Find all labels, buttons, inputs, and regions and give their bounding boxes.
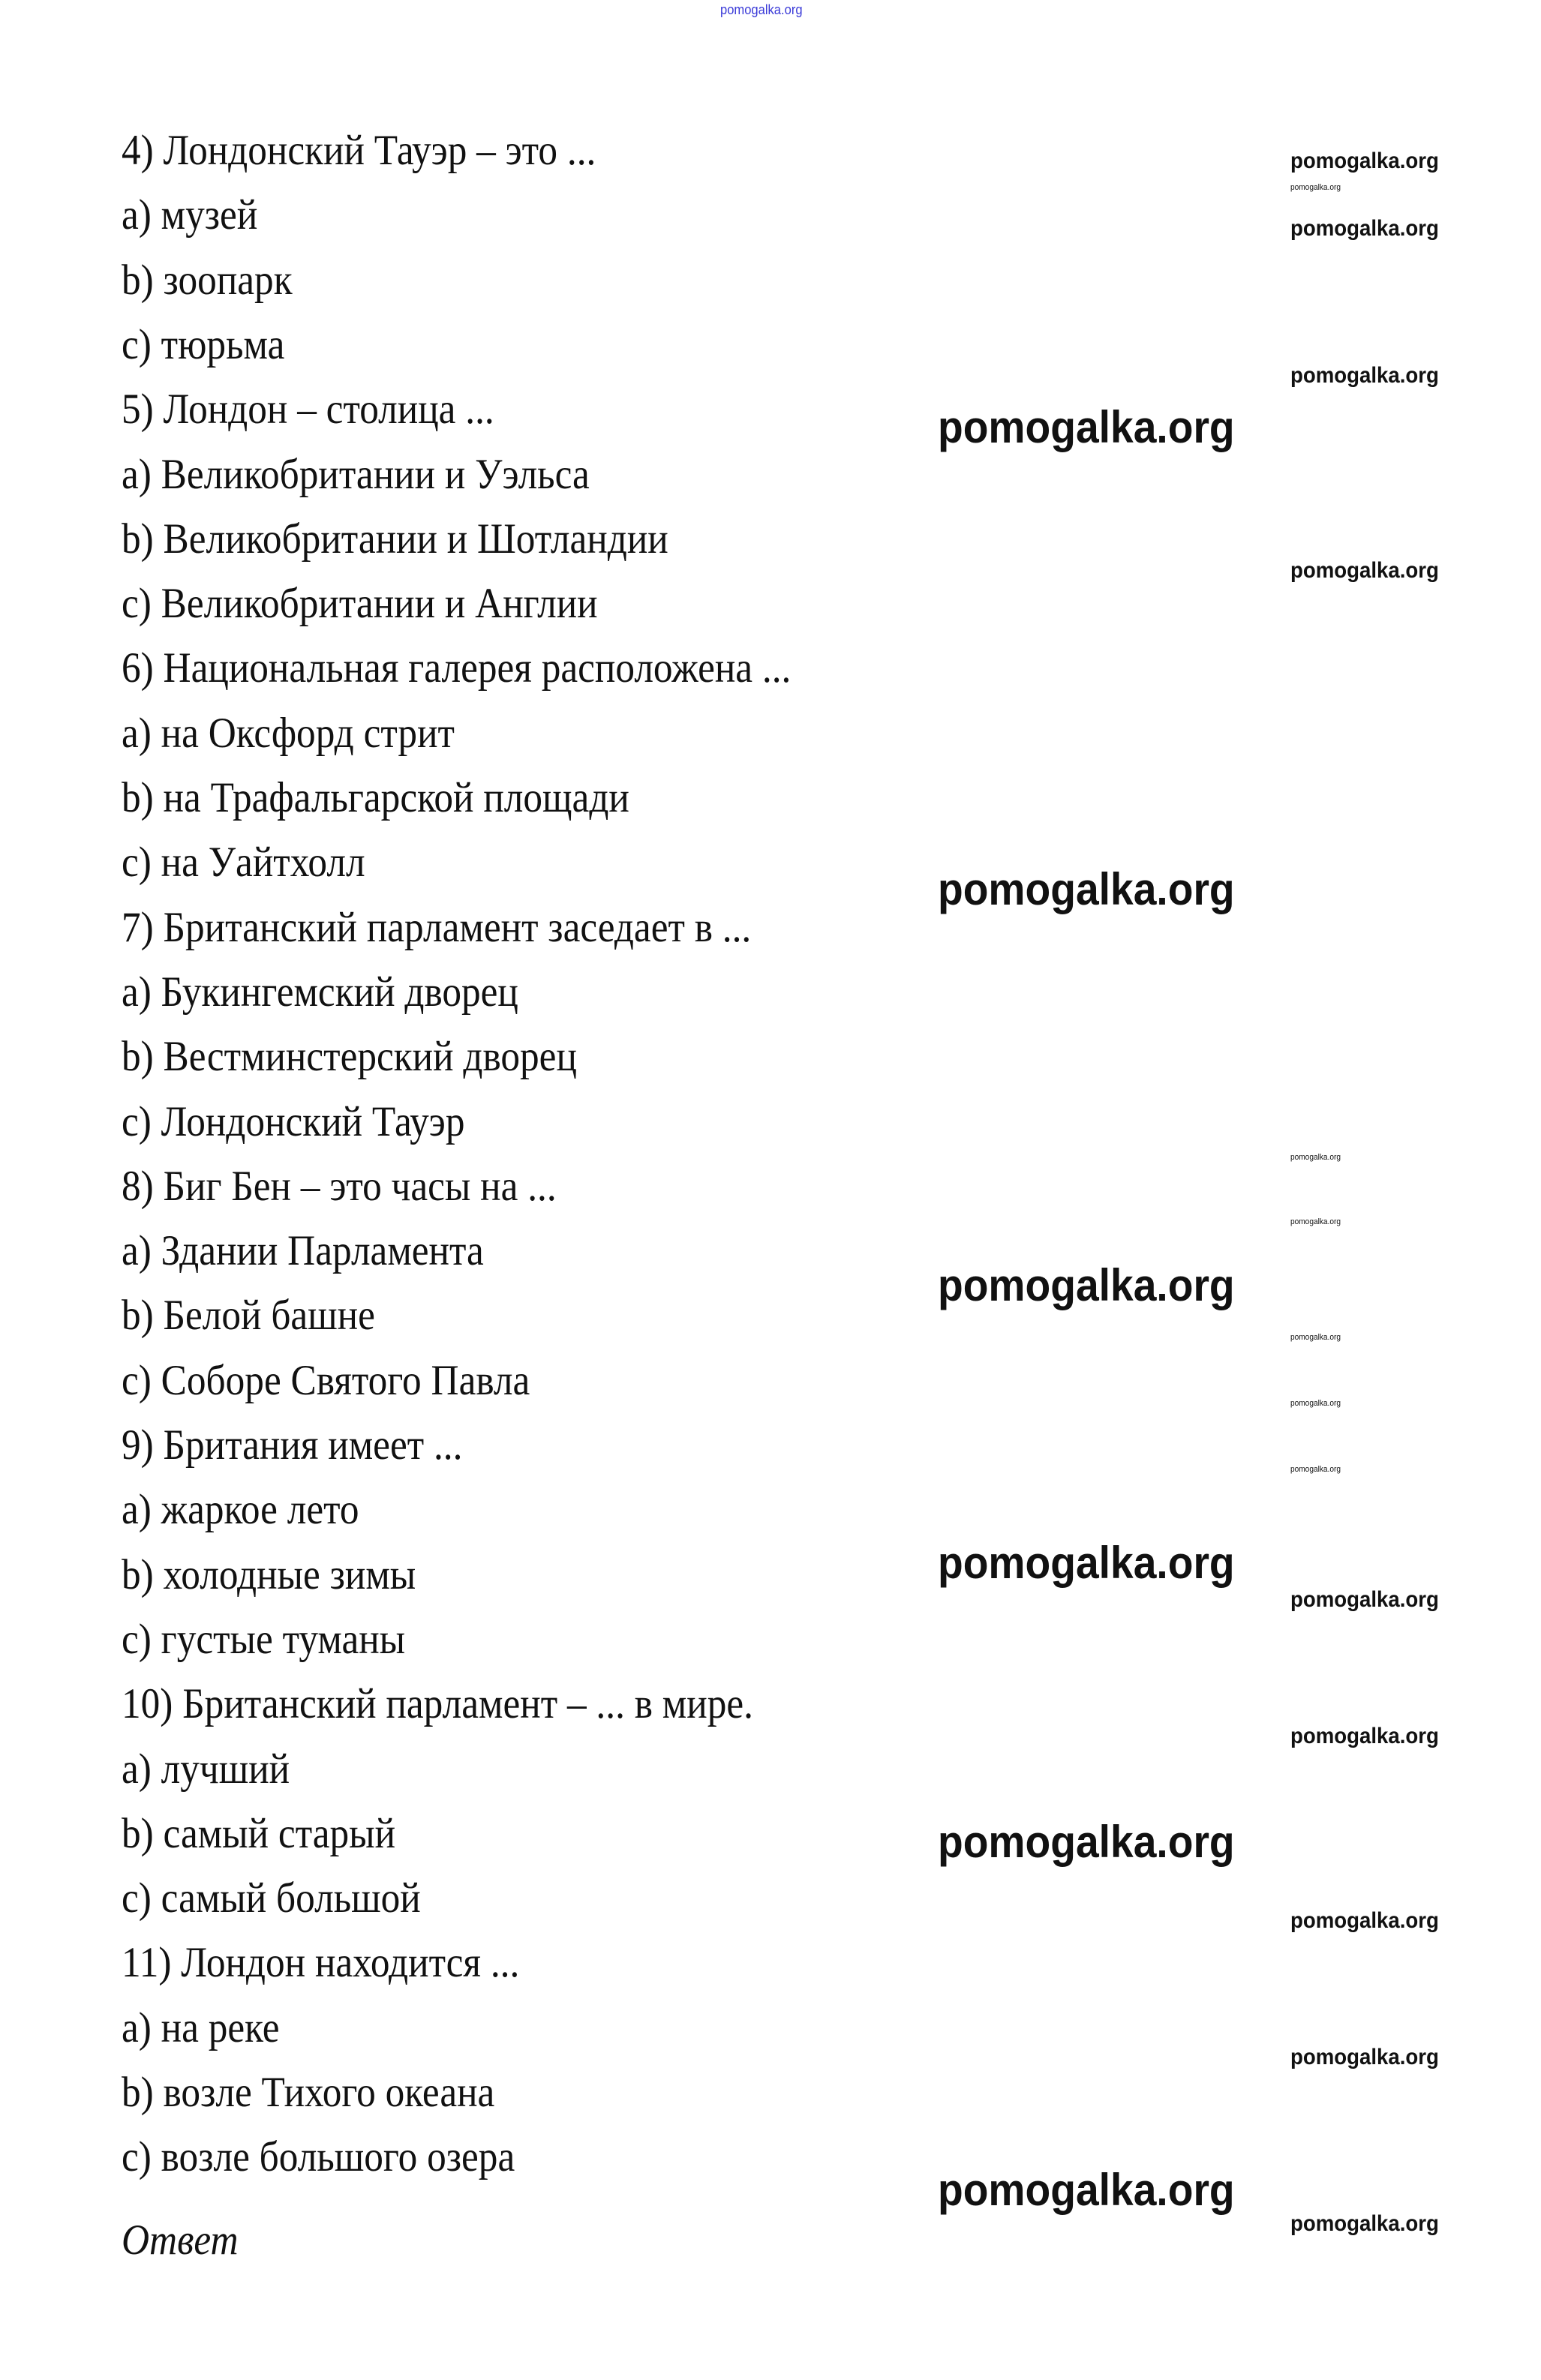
watermark-text: pomogalka.org (1290, 1153, 1341, 1162)
answer-option: b) самый старый (122, 1809, 396, 1857)
answer-option: c) на Уайтхолл (122, 839, 365, 887)
question-text: 8) Биг Бен – это часы на ... (122, 1162, 557, 1210)
answer-option: a) на реке (122, 2003, 280, 2051)
answer-label: Ответ (122, 2216, 239, 2264)
watermark-text: pomogalka.org (1290, 2045, 1439, 2069)
watermark-text: pomogalka.org (1290, 2211, 1439, 2236)
answer-option: c) возле большого озера (122, 2133, 515, 2181)
answer-option: a) Букингемский дворец (122, 968, 518, 1016)
watermark-text: pomogalka.org (938, 1260, 1235, 1310)
watermark-text: pomogalka.org (1290, 1908, 1439, 1933)
question-text: 7) Британский парламент заседает в ... (122, 903, 752, 951)
watermark-text: pomogalka.org (1290, 1465, 1341, 1474)
answer-option: c) самый большой (122, 1874, 421, 1922)
answer-option: a) Здании Парламента (122, 1227, 484, 1275)
watermark-text: pomogalka.org (1290, 1333, 1341, 1342)
watermark-text: pomogalka.org (1290, 149, 1439, 173)
answer-option: b) Белой башне (122, 1292, 375, 1340)
answer-option: b) холодные зимы (122, 1550, 416, 1598)
watermark-text: pomogalka.org (938, 1538, 1235, 1588)
answer-option: b) Вестминстерский дворец (122, 1033, 577, 1081)
answer-option: c) тюрьма (122, 320, 285, 368)
answer-option: a) музей (122, 191, 258, 239)
watermark-text: pomogalka.org (1290, 216, 1439, 241)
watermark-text: pomogalka.org (1290, 558, 1439, 583)
answer-option: c) Великобритании и Англии (122, 580, 598, 628)
watermark-text: pomogalka.org (1290, 1724, 1439, 1748)
answer-option: a) Великобритании и Уэльса (122, 450, 590, 498)
watermark-text: pomogalka.org (1290, 1217, 1341, 1226)
watermark-text: pomogalka.org (1290, 183, 1341, 192)
answer-option: b) зоопарк (122, 256, 293, 304)
question-text: 4) Лондонский Тауэр – это ... (122, 127, 596, 174)
watermark-text: pomogalka.org (1290, 1399, 1341, 1408)
answer-option: a) жаркое лето (122, 1486, 359, 1534)
question-text: 6) Национальная галерея расположена ... (122, 644, 792, 692)
watermark-text: pomogalka.org (938, 402, 1235, 452)
watermark-text: pomogalka.org (938, 1817, 1235, 1867)
watermark-text: pomogalka.org (938, 2165, 1235, 2215)
question-text: 11) Лондон находится ... (122, 1939, 520, 1987)
answer-option: c) Соборе Святого Павла (122, 1356, 530, 1404)
answer-option: a) лучший (122, 1745, 290, 1793)
answer-option: c) густые туманы (122, 1615, 406, 1663)
answer-option: b) на Трафальгарской площади (122, 774, 629, 821)
answer-option: b) Великобритании и Шотландии (122, 515, 668, 563)
answer-option: c) Лондонский Тауэр (122, 1097, 465, 1145)
question-text: 10) Британский парламент – ... в мире. (122, 1680, 753, 1728)
question-text: 9) Британия имеет ... (122, 1421, 463, 1469)
watermark-text: pomogalka.org (938, 864, 1235, 914)
answer-option: a) на Оксфорд стрит (122, 709, 455, 757)
watermark-text: pomogalka.org (720, 2, 803, 17)
question-text: 5) Лондон – столица ... (122, 386, 494, 434)
answer-option: b) возле Тихого океана (122, 2069, 495, 2116)
watermark-text: pomogalka.org (1290, 1587, 1439, 1612)
watermark-text: pomogalka.org (1290, 363, 1439, 388)
